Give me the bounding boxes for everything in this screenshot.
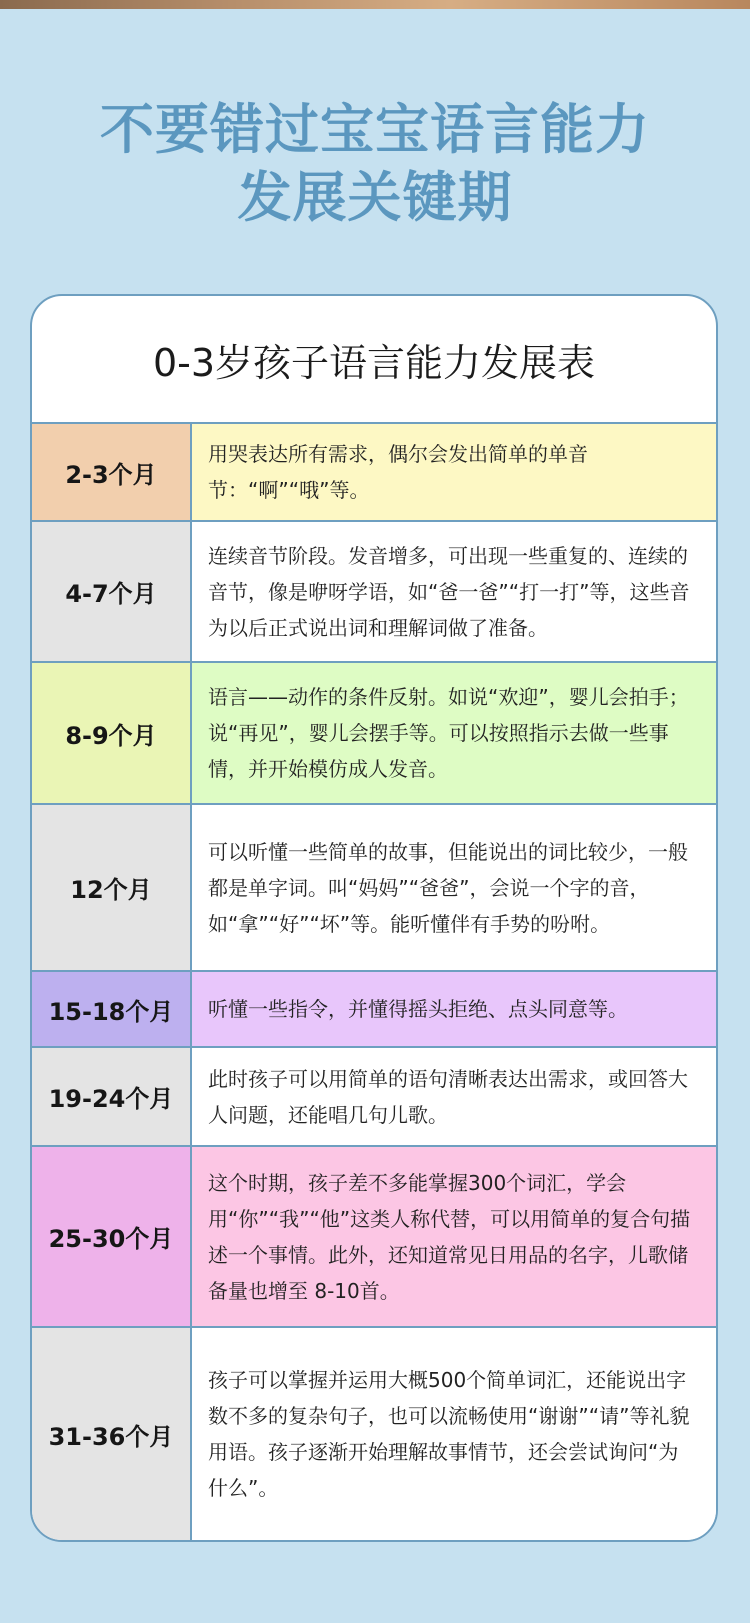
description-cell: 孩子可以掌握并运用大概500个简单词汇，还能说出字数不多的复杂句子，也可以流畅使用“谢谢”“请”等礼貌用语。孩子逐渐开始理解故事情节，还会尝试询问“为什么”。 [192,1328,716,1540]
age-cell: 2-3个月 [32,424,192,520]
development-table-card [30,294,718,1542]
description-cell: 听懂一些指令，并懂得摇头拒绝、点头同意等。 [192,972,716,1046]
headline-line-2: 发展关键期 [237,166,513,229]
description-cell: 可以听懂一些简单的故事，但能说出的词比较少，一般都是单字词。叫“妈妈”“爸爸”，会说一个字的音，如“拿”“好”“坏”等。能听懂伴有手势的吩咐。 [192,805,716,970]
age-cell: 25-30个月 [32,1147,192,1326]
page-headline [0,96,750,232]
age-cell: 15-18个月 [32,972,192,1046]
table-row [32,972,716,1048]
table-row [32,424,716,522]
table-row [32,1147,716,1328]
headline-line-1: 不要错过宝宝语言能力 [100,98,650,161]
age-cell: 12个月 [32,805,192,970]
table-row [32,522,716,663]
description-cell: 用哭表达所有需求，偶尔会发出简单的单音节：“啊”“哦”等。 [192,424,716,520]
table-row [32,1048,716,1147]
age-cell: 4-7个月 [32,522,192,661]
description-cell: 语言——动作的条件反射。如说“欢迎”，婴儿会拍手；说“再见”，婴儿会摆手等。可以按照指示去做一些事情，并开始模仿成人发音。 [192,663,716,803]
description-cell: 此时孩子可以用简单的语句清晰表达出需求，或回答大人问题，还能唱几句儿歌。 [192,1048,716,1145]
description-cell: 这个时期，孩子差不多能掌握300个词汇，学会用“你”“我”“他”这类人称代替，可以用简单的复合句描述一个事情。此外，还知道常见日用品的名字，儿歌储备量也增至 8-10首。 [192,1147,716,1326]
age-cell: 8-9个月 [32,663,192,803]
age-cell: 31-36个月 [32,1328,192,1540]
table-row [32,663,716,805]
table-row [32,1328,716,1540]
age-cell: 19-24个月 [32,1048,192,1145]
table-title: 0-3岁孩子语言能力发展表 [32,296,716,424]
top-photo-strip [0,0,750,9]
description-cell: 连续音节阶段。发音增多，可出现一些重复的、连续的音节，像是咿呀学语，如“爸一爸”“打一打”等，这些音为以后正式说出词和理解词做了准备。 [192,522,716,661]
table-row [32,805,716,972]
